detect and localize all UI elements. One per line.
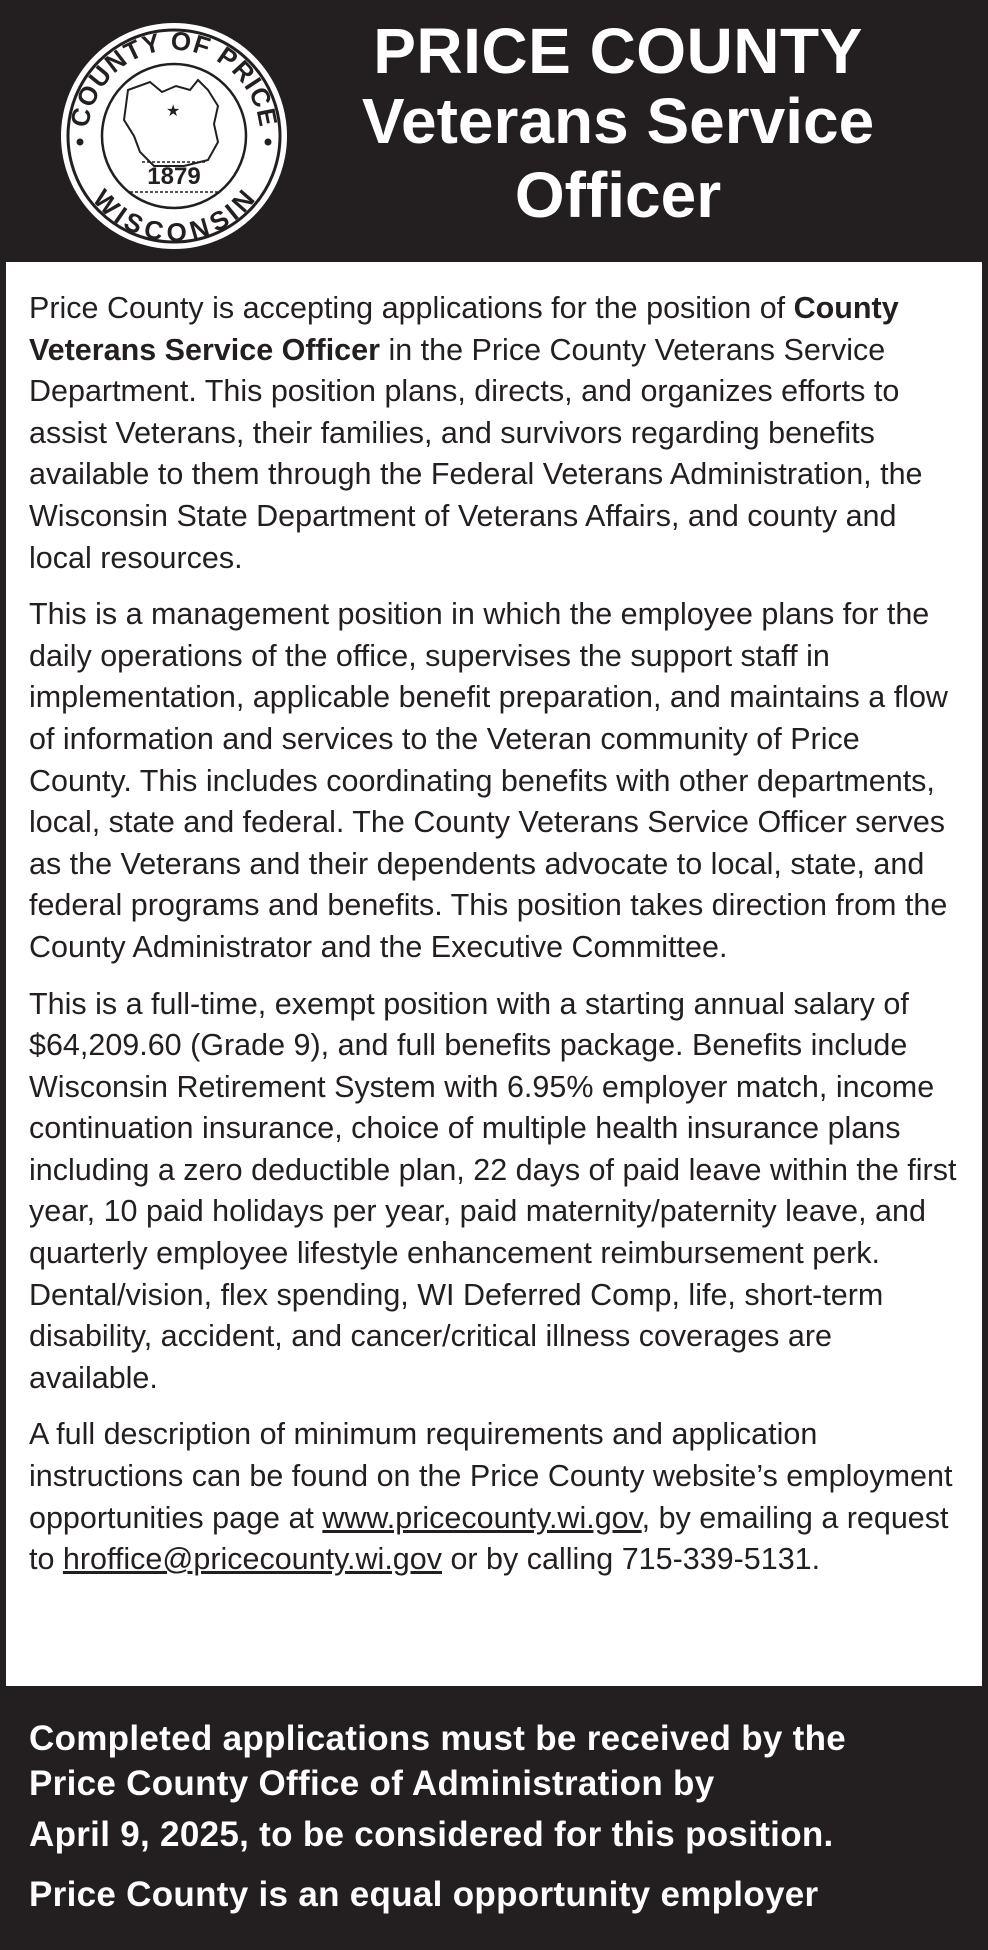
email-link[interactable]: hroffice@pricecounty.wi.gov [62,1542,442,1577]
paragraph-contact [29,1414,964,1580]
deadline-line-2: Price County Office of Administration by [29,1764,715,1803]
paragraph-duties: This is a management position in which the employee plans for the daily operations of the office, supervises the support staff in implementation, applicable benefit preparation, and maintains a flow of information and services to the Veteran community of Price County. This includes coordinating benefits with other departments, local, state and federal. The County Veterans Service Officer serves as the Veterans and their dependents advocate to local, state, and federal programs and benefits. This position takes direction from the County Administrator and the Executive Committee. [29,597,948,964]
page-title [300,15,936,232]
website-link[interactable]: www.pricecounty.wi.gov [322,1500,642,1535]
title-line-3: Officer [514,159,722,231]
title-line-1: PRICE COUNTY [373,15,863,87]
intro-text: Price County is accepting applications for the position of [29,291,786,325]
deadline-line-1: Completed applications must be received by the [29,1719,847,1758]
contact-text-3: or by calling 715-339-5131. [450,1542,821,1577]
deadline-notice [29,1716,969,1857]
equal-opportunity-statement: Price County is an equal opportunity employer [29,1875,819,1914]
job-description-panel [6,262,982,1686]
svg-text:★: ★ [166,103,181,120]
intro-rest-text: in the Price County Veterans Service Department. This position plans, directs, and organizes efforts to assist Veterans, their families, and survivors regarding benefits available to them through the Federal Veterans Administration, the Wisconsin State Department of Veterans Affairs, and county and local resources. [29,332,923,575]
title-line-2: Veterans Service [361,85,875,157]
contact-text-1: A full description of minimum requirements and application instructions can be found on the Price County website’s employment opportunities page at [29,1417,953,1535]
county-seal-icon [58,20,290,252]
seal-top-text: COUNTY OF PRICE [64,25,284,130]
header-banner [0,0,988,262]
position-title: County Veterans Service Officer [29,291,899,367]
paragraph-intro [29,288,964,579]
seal-bottom-text: WISCONSIN [87,183,262,248]
contact-text-2: , by emailing a request to [29,1500,949,1577]
footer-banner [0,1686,988,1950]
seal-year: 1879 [147,163,201,190]
paragraph-benefits: This is a full-time, exempt position with a starting annual salary of $64,209.60 (Grade 9), and full benefits package. Benefits include Wisconsin Retirement System with 6.95% employer match, income continuation insurance, choice of multiple health insurance plans including a zero deductible plan, 22 days of paid leave within the first year, 10 paid holidays per year, paid maternity/paternity leave, and quarterly employee lifestyle enhancement reimbursement perk. Dental/vision, flex spending, WI Deferred Comp, life, short-term disability, accident, and cancer/critical illness coverages are available. [29,986,957,1395]
deadline-line-3: April 9, 2025, to be considered for this position. [29,1815,834,1854]
